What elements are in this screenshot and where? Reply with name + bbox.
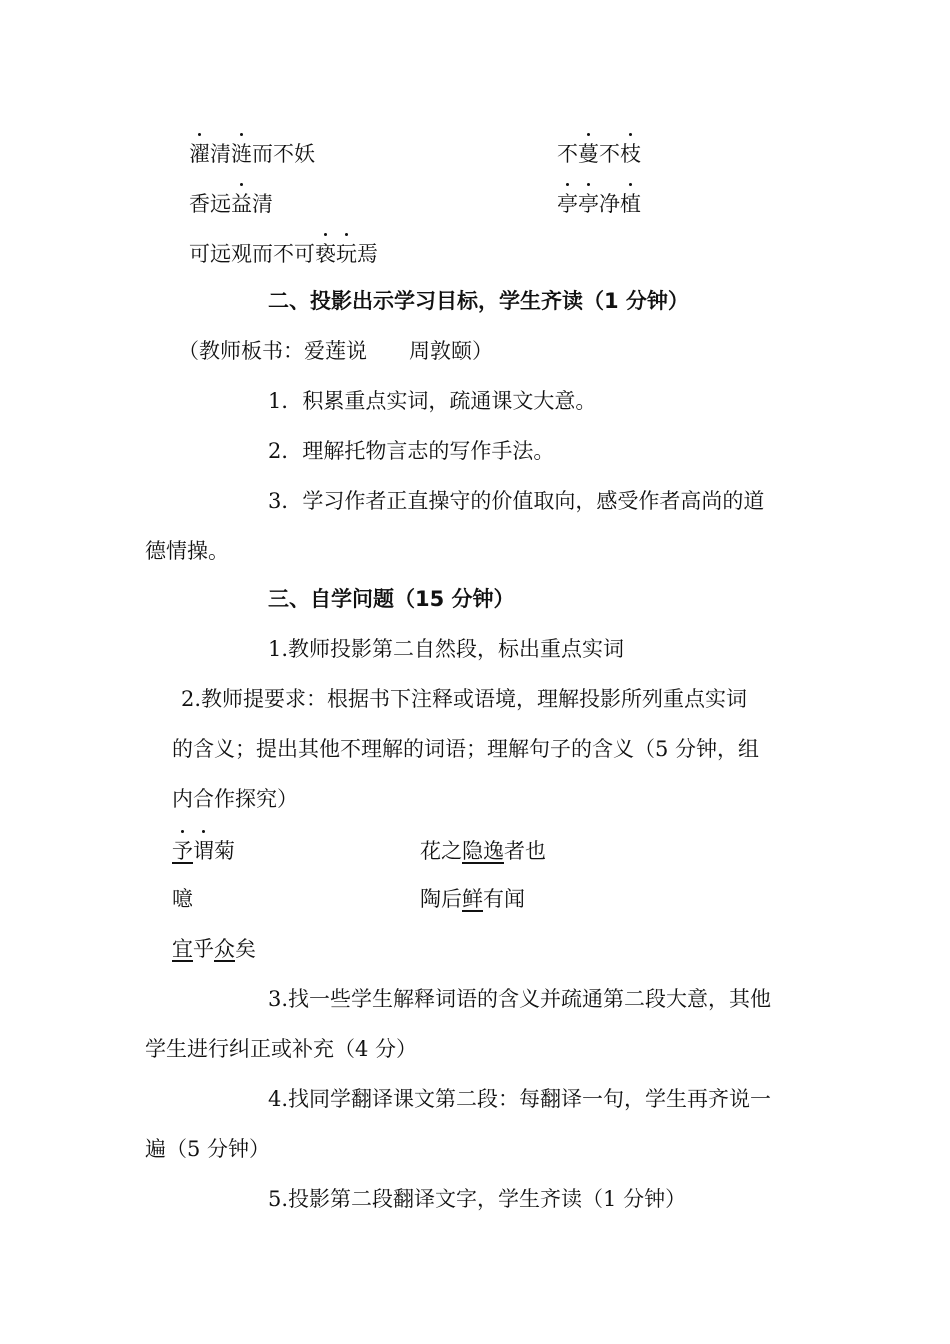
dotted-char: 蔓 bbox=[578, 139, 599, 169]
step-4-line2: 遍（5 分钟） bbox=[145, 1137, 271, 1161]
dotted-char: 濯 bbox=[189, 139, 210, 169]
step-2-line3: 内合作探究） bbox=[172, 787, 298, 811]
dotted-char: 植 bbox=[620, 189, 641, 219]
board-note: （教师板书：爱莲说 周敦颐） bbox=[178, 339, 493, 363]
key-word-5: 宜乎众矣 bbox=[172, 937, 256, 961]
goal-item-continuation: 德情操。 bbox=[145, 539, 229, 563]
key-word-1: 予谓菊 bbox=[172, 836, 235, 866]
goal-item: 3．学习作者正直操守的价值取向，感受作者高尚的道 bbox=[268, 489, 765, 513]
goal-item: 1．积累重点实词，疏通课文大意。 bbox=[268, 389, 597, 413]
underlined-word: 鲜 bbox=[462, 887, 483, 911]
dotted-char: 亭 bbox=[557, 189, 578, 219]
dotted-char: 谓 bbox=[193, 836, 214, 866]
step-3-line1: 3.找一些学生解释词语的含义并疏通第二段大意，其他 bbox=[268, 987, 772, 1011]
underlined-word: 隐逸 bbox=[462, 839, 504, 863]
dotted-char: 玩 bbox=[336, 239, 357, 269]
vocab-row3: 可远观而不可亵玩焉 bbox=[189, 239, 378, 269]
vocab-row1-right: 不蔓不枝 bbox=[557, 139, 641, 169]
section3-heading: 三、自学问题（15 分钟） bbox=[268, 587, 515, 611]
vocab-row1-left: 濯清涟而不妖 bbox=[189, 139, 315, 169]
dotted-char: 亭 bbox=[578, 189, 599, 219]
dotted-char: 亵 bbox=[315, 239, 336, 269]
dotted-char: 涟 bbox=[231, 139, 252, 169]
step-2-line1: 2.教师提要求：根据书下注释或语境，理解投影所列重点实词 bbox=[181, 687, 748, 711]
step-2-line2: 的含义；提出其他不理解的词语；理解句子的含义（5 分钟，组 bbox=[172, 737, 760, 761]
key-word-3: 噫 bbox=[172, 887, 193, 911]
goal-item: 2．理解托物言志的写作手法。 bbox=[268, 439, 555, 463]
dotted-char: 益 bbox=[231, 189, 252, 219]
vocab-row2-right: 亭亭净植 bbox=[557, 189, 641, 219]
step-1: 1.教师投影第二自然段，标出重点实词 bbox=[268, 637, 625, 661]
key-word-4: 陶后鲜有闻 bbox=[420, 887, 525, 911]
step-5: 5.投影第二段翻译文字，学生齐读（1 分钟） bbox=[268, 1187, 687, 1211]
underlined-word: 宜 bbox=[172, 937, 193, 961]
vocab-row2-left: 香远益清 bbox=[189, 189, 273, 219]
dotted-underlined-char: 予 bbox=[172, 836, 193, 866]
underlined-word: 众 bbox=[214, 937, 235, 961]
key-word-2: 花之隐逸者也 bbox=[420, 839, 546, 863]
section2-heading: 二、投影出示学习目标，学生齐读（1 分钟） bbox=[268, 289, 689, 313]
step-4-line1: 4.找同学翻译课文第二段：每翻译一句，学生再齐说一 bbox=[268, 1087, 772, 1111]
step-3-line2: 学生进行纠正或补充（4 分） bbox=[145, 1037, 418, 1061]
dotted-char: 枝 bbox=[620, 139, 641, 169]
